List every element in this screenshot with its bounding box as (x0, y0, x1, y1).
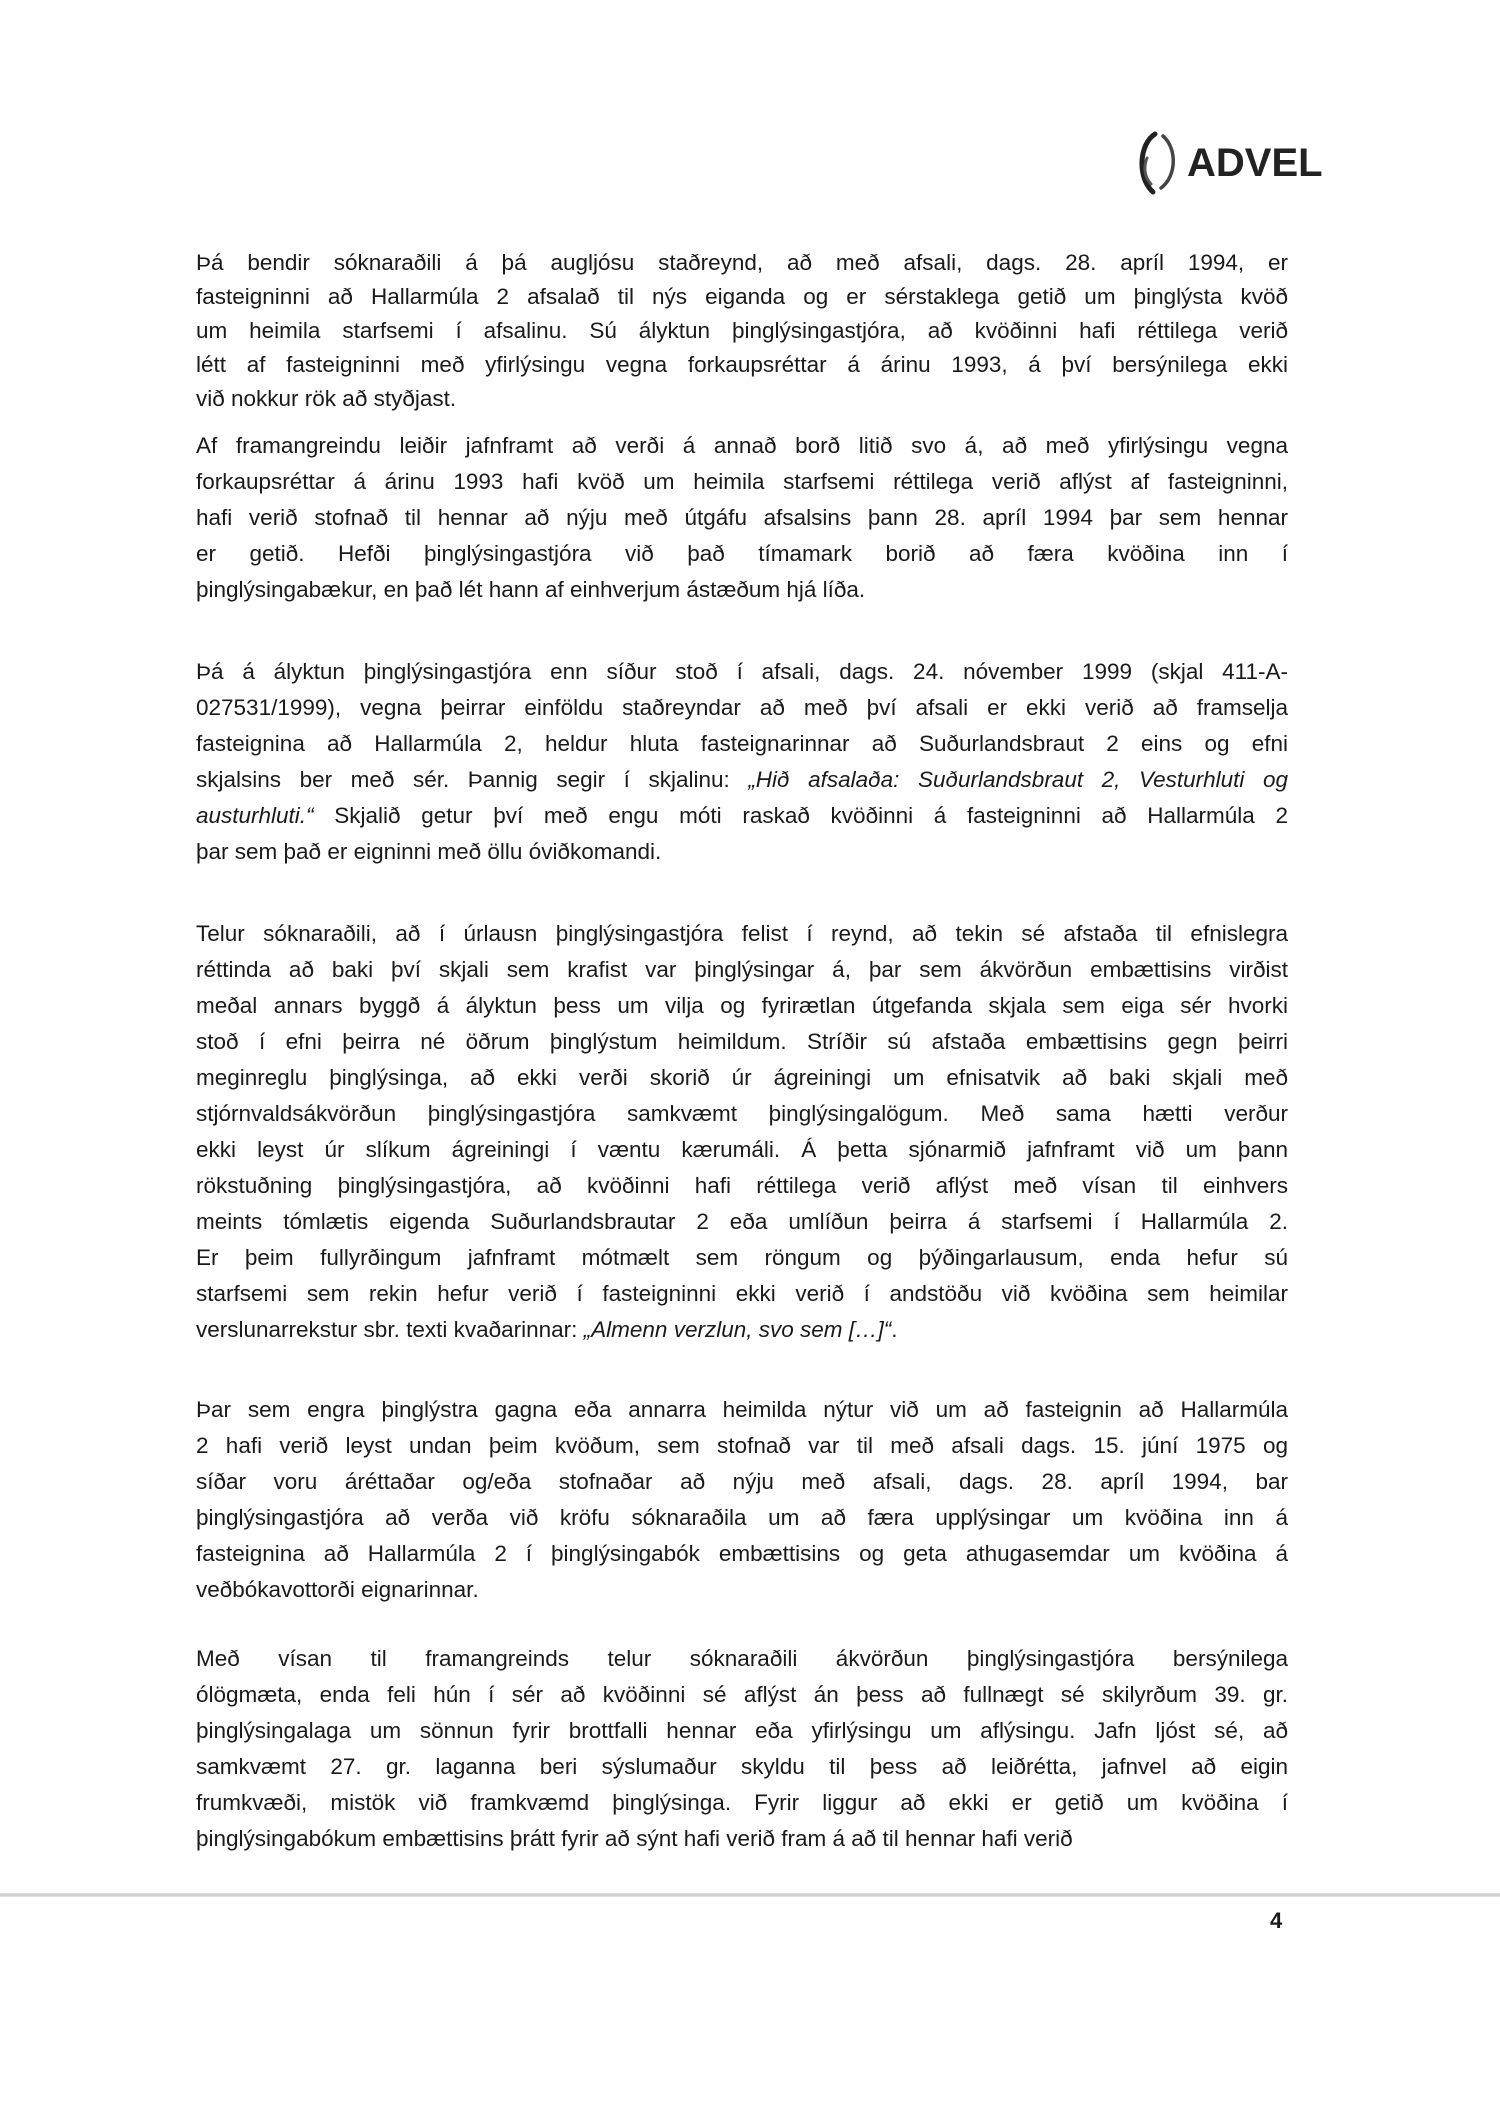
text-segment: við nokkur rök að styðjast. (196, 386, 457, 411)
text-line (196, 1500, 1288, 1536)
text-segment: Þá á ályktun þinglýsingastjóra enn síður stoð í afsali, dags. 24. nóvember 1999 (skjal 411-A- (196, 659, 1288, 684)
paragraph (196, 916, 1288, 1348)
text-line (196, 1168, 1288, 1204)
text-line (196, 382, 1288, 416)
paragraph (196, 1392, 1288, 1608)
paragraph (196, 246, 1288, 416)
text-line (196, 916, 1288, 952)
text-line (196, 654, 1288, 690)
text-line (196, 1428, 1288, 1464)
text-segment: Þar sem engra þinglýstra gagna eða annarra heimilda nýtur við um að fasteignin að Hallarmúla (196, 1397, 1288, 1422)
text-segment: Telur sóknaraðili, að í úrlausn þinglýsingastjóra felist í reynd, að tekin sé afstaða til efnislegra (196, 921, 1288, 946)
text-segment: skjalsins ber með sér. Þannig segir í skjalinu: (196, 767, 749, 792)
text-segment: þinglýsingabókum embættisins þrátt fyrir að sýnt hafi verið fram á að til hennar hafi verið (196, 1826, 1073, 1851)
text-segment: fasteignina að Hallarmúla 2, heldur hluta fasteignarinnar að Suðurlandsbraut 2 eins og efni (196, 731, 1288, 756)
text-segment: fasteignina að Hallarmúla 2 í þinglýsingabók embættisins og geta athugasemdar um kvöðina á (196, 1541, 1288, 1566)
advel-logo-mark-icon (1135, 128, 1181, 198)
text-line (196, 314, 1288, 348)
text-segment: ekki leyst úr slíkum ágreiningi í væntu kærumáli. Á þetta sjónarmið jafnframt við um þann (196, 1137, 1288, 1162)
text-line (196, 536, 1288, 572)
text-line (196, 1785, 1288, 1821)
italic-quote: austurhluti.“ (196, 803, 314, 828)
text-line (196, 952, 1288, 988)
text-line (196, 1204, 1288, 1240)
text-segment: þar sem það er eigninni með öllu óviðkomandi. (196, 839, 662, 864)
text-line (196, 798, 1288, 834)
text-segment: Er þeim fullyrðingum jafnframt mótmælt sem röngum og þýðingarlausum, enda hefur sú (196, 1245, 1288, 1270)
text-segment: frumkvæði, mistök við framkvæmd þinglýsinga. Fyrir liggur að ekki er getið um kvöðina í (196, 1790, 1288, 1815)
text-segment: fasteigninni að Hallarmúla 2 afsalað til nýs eiganda og er sérstaklega getið um þinglýsta kvöð (196, 284, 1288, 309)
text-segment: stjórnvaldsákvörðun þinglýsingastjóra samkvæmt þinglýsingalögum. Með sama hætti verður (196, 1101, 1288, 1126)
text-segment: 027531/1999), vegna þeirrar einföldu staðreyndar að með því afsali er ekki verið að framselja (196, 695, 1288, 720)
text-segment: Af framangreindu leiðir jafnframt að verði á annað borð litið svo á, að með yfirlýsingu vegna (196, 433, 1288, 458)
page-number: 4 (1270, 1908, 1283, 1933)
text-segment: létt af fasteigninni með yfirlýsingu vegna forkaupsréttar á árinu 1993, á því bersýnilega ekki (196, 352, 1288, 377)
text-line (196, 1749, 1288, 1785)
text-line (196, 1713, 1288, 1749)
text-segment: Þá bendir sóknaraðili á þá augljósu staðreynd, að með afsali, dags. 28. apríl 1994, er (196, 250, 1288, 275)
text-segment: hafi verið stofnað til hennar að nýju með útgáfu afsalsins þann 28. apríl 1994 þar sem hennar (196, 505, 1288, 530)
text-line (196, 500, 1288, 536)
text-line (196, 1024, 1288, 1060)
text-segment: síðar voru áréttaðar og/eða stofnaðar að nýju með afsali, dags. 28. apríl 1994, bar (196, 1469, 1288, 1494)
paragraph (196, 1641, 1288, 1857)
text-segment: samkvæmt 27. gr. laganna beri sýslumaður skyldu til þess að leiðrétta, jafnvel að eigin (196, 1754, 1288, 1779)
text-line (196, 1572, 1288, 1608)
text-segment: er getið. Hefði þinglýsingastjóra við það tímamark borið að færa kvöðina inn í (196, 541, 1288, 566)
italic-quote: „Hið afsalaða: Suðurlandsbraut 2, Vesturhluti og (748, 767, 1288, 792)
text-line (196, 1312, 1288, 1348)
text-line (196, 1536, 1288, 1572)
text-segment: . (891, 1317, 898, 1342)
text-segment: þinglýsingalaga um sönnun fyrir brottfalli hennar eða yfirlýsingu um aflýsingu. Jafn ljóst sé, að (196, 1718, 1288, 1743)
text-segment: þinglýsingastjóra að verða við kröfu sóknaraðila um að færa upplýsingar um kvöðina inn á (196, 1505, 1288, 1530)
text-line (196, 572, 1288, 608)
text-line (196, 246, 1288, 280)
paragraph (196, 654, 1288, 870)
text-line (196, 762, 1288, 798)
logo-text: ADVEL (1187, 140, 1323, 185)
text-line (196, 726, 1288, 762)
text-segment: starfsemi sem rekin hefur verið í fasteigninni ekki verið í andstöðu við kvöðina sem heimilar (196, 1281, 1288, 1306)
text-line (196, 348, 1288, 382)
advel-logo (1135, 128, 1323, 198)
text-line (196, 1276, 1288, 1312)
text-line (196, 1392, 1288, 1428)
text-segment: meginreglu þinglýsinga, að ekki verði skorið úr ágreiningi um efnisatvik að baki skjali með (196, 1065, 1288, 1090)
paragraph (196, 428, 1288, 608)
text-segment: rökstuðning þinglýsingastjóra, að kvöðinni hafi réttilega verið aflýst með vísan til einhvers (196, 1173, 1288, 1198)
footer-divider (0, 1893, 1500, 1897)
text-line (196, 280, 1288, 314)
text-line (196, 1096, 1288, 1132)
text-line (196, 1821, 1288, 1857)
text-segment: meints tómlætis eigenda Suðurlandsbrautar 2 eða umlíðun þeirra á starfsemi í Hallarmúla 2. (196, 1209, 1288, 1234)
text-line (196, 1464, 1288, 1500)
text-line (196, 464, 1288, 500)
text-segment: 2 hafi verið leyst undan þeim kvöðum, sem stofnað var til með afsali dags. 15. júní 1975 og (196, 1433, 1288, 1458)
text-segment: Með vísan til framangreinds telur sóknaraðili ákvörðun þinglýsingastjóra bersýnilega (196, 1646, 1288, 1671)
text-line (196, 1641, 1288, 1677)
text-line (196, 834, 1288, 870)
text-segment: forkaupsréttar á árinu 1993 hafi kvöð um heimila starfsemi réttilega verið aflýst af fasteigninni, (196, 469, 1288, 494)
text-segment: réttinda að baki því skjali sem krafist var þinglýsingar á, þar sem ákvörðun embættisins virðist (196, 957, 1288, 982)
text-segment: þinglýsingabækur, en það lét hann af einhverjum ástæðum hjá líða. (196, 577, 866, 602)
text-line (196, 1677, 1288, 1713)
text-segment: stoð í efni þeirra né öðrum þinglýstum heimildum. Stríðir sú afstaða embættisins gegn þeirri (196, 1029, 1288, 1054)
text-segment: um heimila starfsemi í afsalinu. Sú ályktun þinglýsingastjóra, að kvöðinni hafi réttilega verið (196, 318, 1288, 343)
text-segment: veðbókavottorði eignarinnar. (196, 1577, 479, 1602)
text-line (196, 988, 1288, 1024)
text-line (196, 1060, 1288, 1096)
text-segment: Skjalið getur því með engu móti raskað kvöðinni á fasteigninni að Hallarmúla 2 (313, 803, 1288, 828)
text-line (196, 1240, 1288, 1276)
italic-quote: „Almenn verzlun, svo sem […]“ (583, 1317, 892, 1342)
text-line (196, 428, 1288, 464)
text-line (196, 1132, 1288, 1168)
text-line (196, 690, 1288, 726)
text-segment: verslunarrekstur sbr. texti kvaðarinnar: (196, 1317, 584, 1342)
text-segment: meðal annars byggð á ályktun þess um vilja og fyrirætlan útgefanda skjala sem eiga sér hvorki (196, 993, 1288, 1018)
text-segment: ólögmæta, enda feli hún í sér að kvöðinni sé aflýst án þess að fullnægt sé skilyrðum 39. gr. (196, 1682, 1288, 1707)
